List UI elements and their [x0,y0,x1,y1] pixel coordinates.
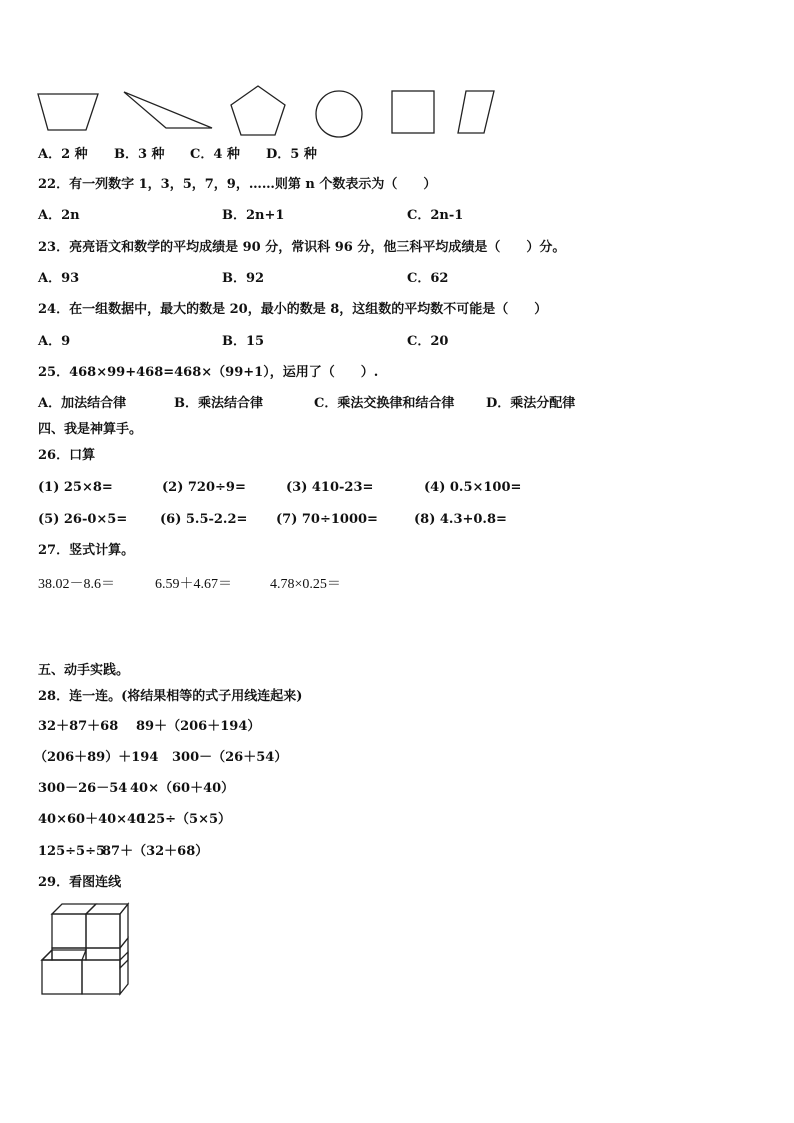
q26-item-7: (7) 70÷1000= [276,512,378,527]
q21-option-d[interactable]: D．5 种 [266,147,317,162]
q28-right-5[interactable]: 87＋（32＋68） [102,844,209,859]
q27-item-3: 4.78×0.25＝ [270,577,341,592]
q28-left-4[interactable]: 40×60＋40×40 [38,812,146,827]
q24-option-b[interactable]: B．15 [222,334,265,349]
q28-left-2[interactable]: （206＋89）＋194 [34,750,159,765]
square-icon [390,89,436,135]
q23-option-c[interactable]: C．62 [407,271,449,286]
q22-option-c[interactable]: C．2n-1 [407,208,464,223]
q27-item-2: 6.59＋4.67＝ [155,577,232,592]
q21-option-b[interactable]: B．3 种 [114,147,165,162]
q23-option-a[interactable]: A．93 [38,271,80,286]
q21-option-a[interactable]: A．2 种 [38,147,88,162]
cube-stack-icon [38,900,130,998]
q25-option-a[interactable]: A．加法结合律 [38,396,127,411]
q26-item-2: (2) 720÷9= [162,480,246,495]
q26-item-5: (5) 26-0×5= [38,512,128,527]
trapezoid-icon [36,92,100,132]
parallelogram-icon [456,89,496,135]
circle-icon [314,89,364,139]
q26-stem: 26．口算 [38,448,96,463]
q25-option-c[interactable]: C．乘法交换律和结合律 [314,396,455,411]
pentagon-icon [228,84,288,138]
q25-stem: 25．468×99+468=468×（99+1），运用了（ ）. [38,365,379,380]
q26-item-1: (1) 25×8= [38,480,113,495]
triangle-icon [122,90,214,132]
q28-right-3[interactable]: 40×（60＋40） [130,781,235,796]
q28-left-1[interactable]: 32＋87＋68 [38,719,119,734]
q24-option-a[interactable]: A．9 [38,334,71,349]
q22-option-a[interactable]: A．2n [38,208,80,223]
q28-left-5[interactable]: 125÷5÷5 [38,844,106,859]
q27-stem: 27．竖式计算。 [38,543,135,558]
q24-option-c[interactable]: C．20 [407,334,449,349]
q26-item-3: (3) 410-23= [286,480,374,495]
q28-left-3[interactable]: 300－26－54 [38,781,128,796]
q23-stem: 23．亮亮语文和数学的平均成绩是 90 分，常识科 96 分，他三科平均成绩是（ ）分。 [38,240,566,255]
q28-right-4[interactable]: 125÷（5×5） [138,812,232,827]
q25-option-d[interactable]: D．乘法分配律 [486,396,576,411]
q23-option-b[interactable]: B．92 [222,271,265,286]
q28-stem: 28．连一连。(将结果相等的式子用线连起来) [38,689,303,704]
section5-title: 五、动手实践。 [38,663,130,678]
q26-item-8: (8) 4.3+0.8= [414,512,507,527]
q22-option-b[interactable]: B．2n+1 [222,208,285,223]
q22-stem: 22．有一列数字 1，3，5，7，9，……则第 n 个数表示为（ ） [38,177,437,192]
q29-stem: 29．看图连线 [38,875,122,890]
q26-item-4: (4) 0.5×100= [424,480,522,495]
q24-stem: 24．在一组数据中，最大的数是 20，最小的数是 8，这组数的平均数不可能是（ ） [38,302,548,317]
q21-option-c[interactable]: C．4 种 [190,147,240,162]
q28-right-2[interactable]: 300－（26＋54） [172,750,288,765]
q27-item-1: 38.02－8.6＝ [38,577,115,592]
q25-option-b[interactable]: B．乘法结合律 [174,396,263,411]
q28-right-1[interactable]: 89＋（206＋194） [136,719,261,734]
section4-title: 四、我是神算手。 [38,422,143,437]
q26-item-6: (6) 5.5-2.2= [160,512,248,527]
